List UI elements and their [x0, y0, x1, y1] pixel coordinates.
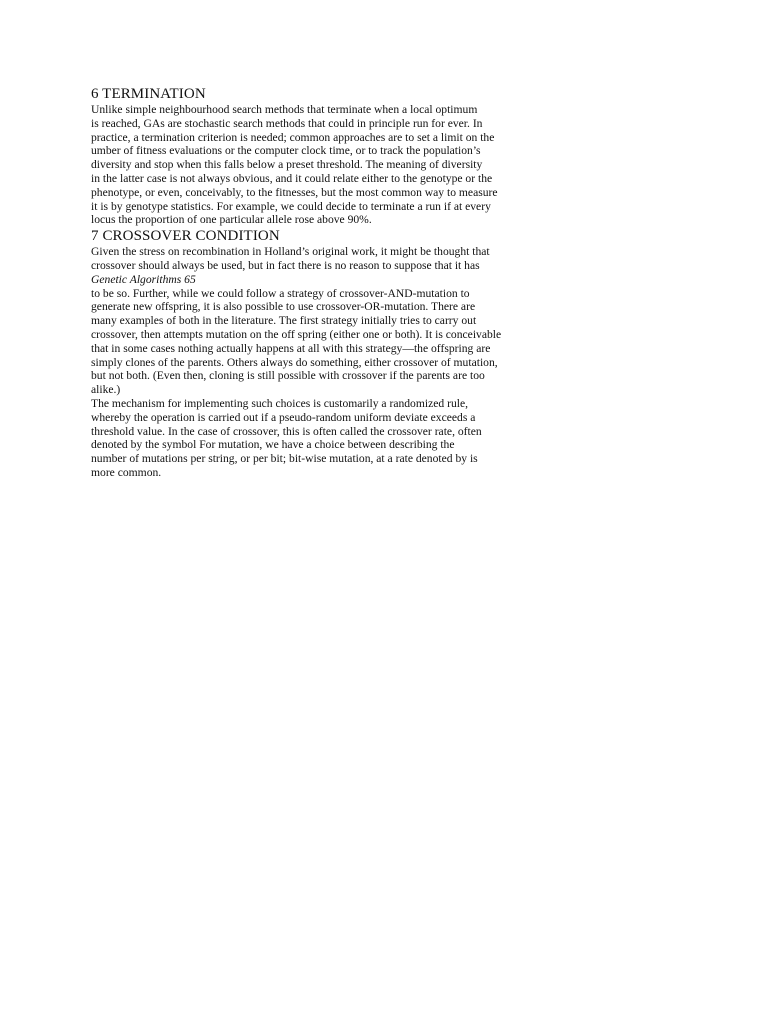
section-heading-crossover-condition: 7 CROSSOVER CONDITION	[91, 228, 280, 245]
text-line: alike.)	[91, 383, 121, 397]
text-line: generate new offspring, it is also possible to use crossover-OR-mutation. There are	[91, 300, 476, 314]
text-line: simply clones of the parents. Others always do something, either crossover of mutation,	[91, 355, 498, 369]
text-line: number of mutations per string, or per bit; bit-wise mutation, at a rate denoted by is	[91, 452, 478, 466]
text-line: more common.	[91, 465, 162, 479]
text-line: whereby the operation is carried out if a pseudo-random uniform deviate exceeds a	[91, 410, 476, 424]
text-line: diversity and stop when this falls below a preset threshold. The meaning of diversity	[91, 158, 483, 172]
text-line: locus the proportion of one particular allele rose above 90%.	[91, 213, 372, 227]
termination-paragraph	[91, 103, 561, 227]
text-line: that in some cases nothing actually happens at all with this strategy—the offspring are	[91, 341, 491, 355]
text-line: crossover, then attempts mutation on the off spring (either one or both). It is conceivable	[91, 327, 502, 341]
text-line: in the latter case is not always obvious, and it could relate either to the genotype or the	[91, 171, 493, 185]
crossover-paragraph	[91, 245, 561, 480]
text-line: denoted by the symbol For mutation, we have a choice between describing the	[91, 438, 455, 452]
text-line: is reached, GAs are stochastic search methods that could in principle run for ever. In	[91, 116, 483, 130]
text-line: practice, a termination criterion is needed; common approaches are to set a limit on the	[91, 130, 495, 144]
text-line: Given the stress on recombination in Holland’s original work, it might be thought that	[91, 245, 490, 259]
text-line: crossover should always be used, but in fact there is no reason to suppose that it has	[91, 258, 480, 272]
text-line: many examples of both in the literature. The first strategy initially tries to carry out	[91, 314, 477, 328]
text-line: threshold value. In the case of crossover, this is often called the crossover rate, often	[91, 424, 482, 438]
section-heading-termination: 6 TERMINATION	[91, 86, 206, 102]
document-page	[91, 85, 561, 480]
text-line: phenotype, or even, conceivably, to the fitnesses, but the most common way to measure	[91, 185, 498, 199]
text-line: The mechanism for implementing such choices is customarily a randomized rule,	[91, 396, 469, 410]
text-line: umber of fitness evaluations or the computer clock time, or to track the population’s	[91, 144, 481, 158]
running-header: Genetic Algorithms 65	[91, 272, 196, 286]
text-line: it is by genotype statistics. For example, we could decide to terminate a run if at every	[91, 199, 491, 213]
text-line: to be so. Further, while we could follow a strategy of crossover-AND-mutation to	[91, 286, 470, 300]
text-line: Unlike simple neighbourhood search methods that terminate when a local optimum	[91, 103, 478, 116]
text-line: but not both. (Even then, cloning is still possible with crossover if the parents are too	[91, 369, 485, 383]
